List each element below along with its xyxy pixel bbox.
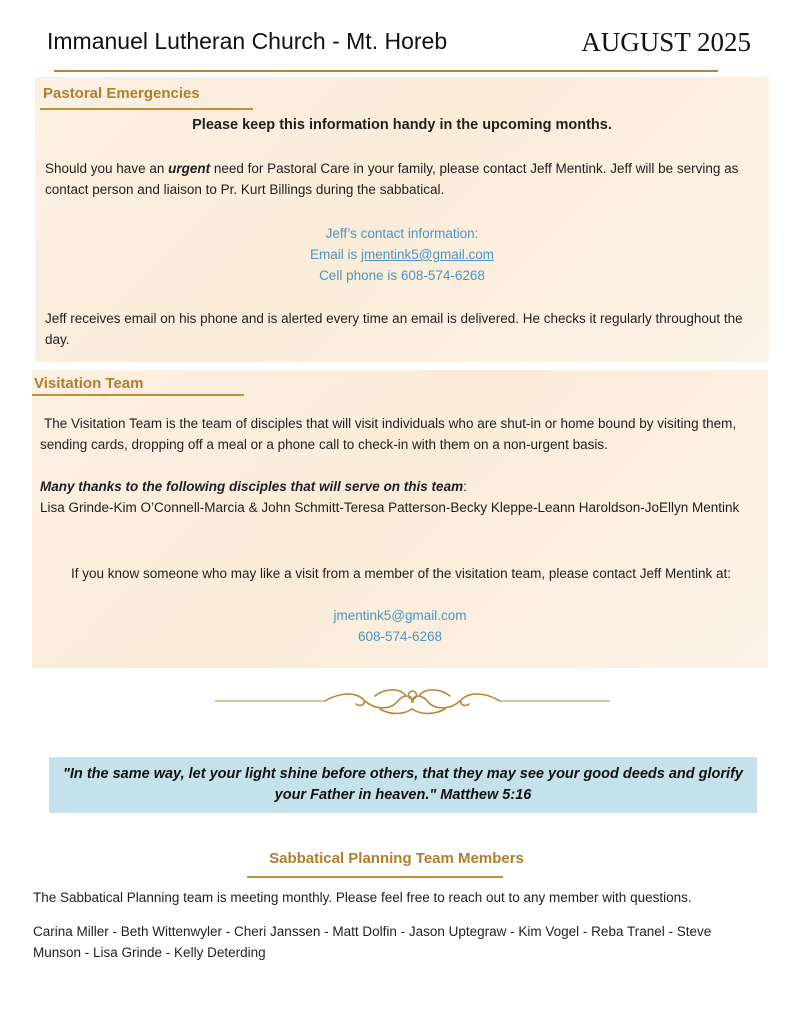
sabbatical-intro: The Sabbatical Planning team is meeting monthly. Please feel free to reach out to any member with questions. <box>33 890 692 905</box>
visitation-contact-text: If you know someone who may like a visit from a member of the visitation team, please contact Jeff Mentink at: <box>70 566 732 581</box>
ornament-divider-icon <box>215 682 610 720</box>
para-text: Should you have an <box>45 161 169 176</box>
cell-phone-line: Cell phone is 608-574-6268 <box>319 268 485 283</box>
scripture-quote-box <box>49 757 757 813</box>
thanks-emphasis: Many thanks to the following disciples that will serve on this team <box>40 479 464 494</box>
contact-heading: Jeff’s contact information: <box>325 226 479 241</box>
section-title-underline <box>40 108 253 110</box>
email-link[interactable]: jmentink5@gmail.com <box>361 247 494 262</box>
thanks-colon: : <box>463 479 467 494</box>
email-label: Email is <box>309 247 361 262</box>
para-text: need for Pastoral Care in your family, please contact Jeff Mentink. Jeff will be serving as contact person and liaison to Pr. Kurt Billings during the sabbatical. <box>45 161 739 197</box>
contact-email-line <box>35 244 769 265</box>
scripture-quote: "In the same way, let your light shine before others, that they may see your good deeds and glorify your Father in heaven." Matthew 5:16 <box>63 766 743 803</box>
visitation-email[interactable]: jmentink5@gmail.com <box>333 608 467 623</box>
sabbatical-members: Carina Miller - Beth Wittenwyler - Cheri Janssen - Matt Dolfin - Jason Uptegraw - Kim Vogel - Reba Tranel - Steve Munson - Lisa Grinde - Kelly Deterding <box>33 924 712 960</box>
notice-text: Please keep this information handy in the upcoming months. <box>192 117 612 133</box>
sabbatical-title: Sabbatical Planning Team Members <box>269 850 524 867</box>
church-name: Immanuel Lutheran Church - Mt. Horeb <box>47 28 448 54</box>
header-divider <box>54 70 718 72</box>
pastoral-emergencies-section <box>35 77 769 362</box>
visitation-team-section <box>32 370 768 668</box>
visitation-members: Lisa Grinde-Kim O’Connell-Marcia & John Schmitt-Teresa Patterson-Becky Kleppe-Leann Haroldson-JoEllyn Mentink <box>40 500 740 515</box>
newsletter-month: AUGUST 2025 <box>581 27 751 57</box>
thanks-line <box>40 476 760 497</box>
section-title: Visitation Team <box>34 375 144 392</box>
urgent-emphasis: urgent <box>168 161 211 176</box>
pastoral-paragraph <box>45 158 745 200</box>
visitation-phone: 608-574-6268 <box>357 629 443 644</box>
sabbatical-title-underline <box>247 876 503 878</box>
section-title-underline <box>32 394 244 396</box>
pastoral-paragraph-2: Jeff receives email on his phone and is alerted every time an email is delivered. He checks it regularly throughout the day. <box>45 311 743 347</box>
visitation-paragraph: The Visitation Team is the team of disciples that will visit individuals who are shut-in or home bound by visiting them, sending cards, dropping off a meal or a phone call to check-in with them on a non-urgent basis. <box>40 416 737 452</box>
section-title: Pastoral Emergencies <box>43 85 200 102</box>
